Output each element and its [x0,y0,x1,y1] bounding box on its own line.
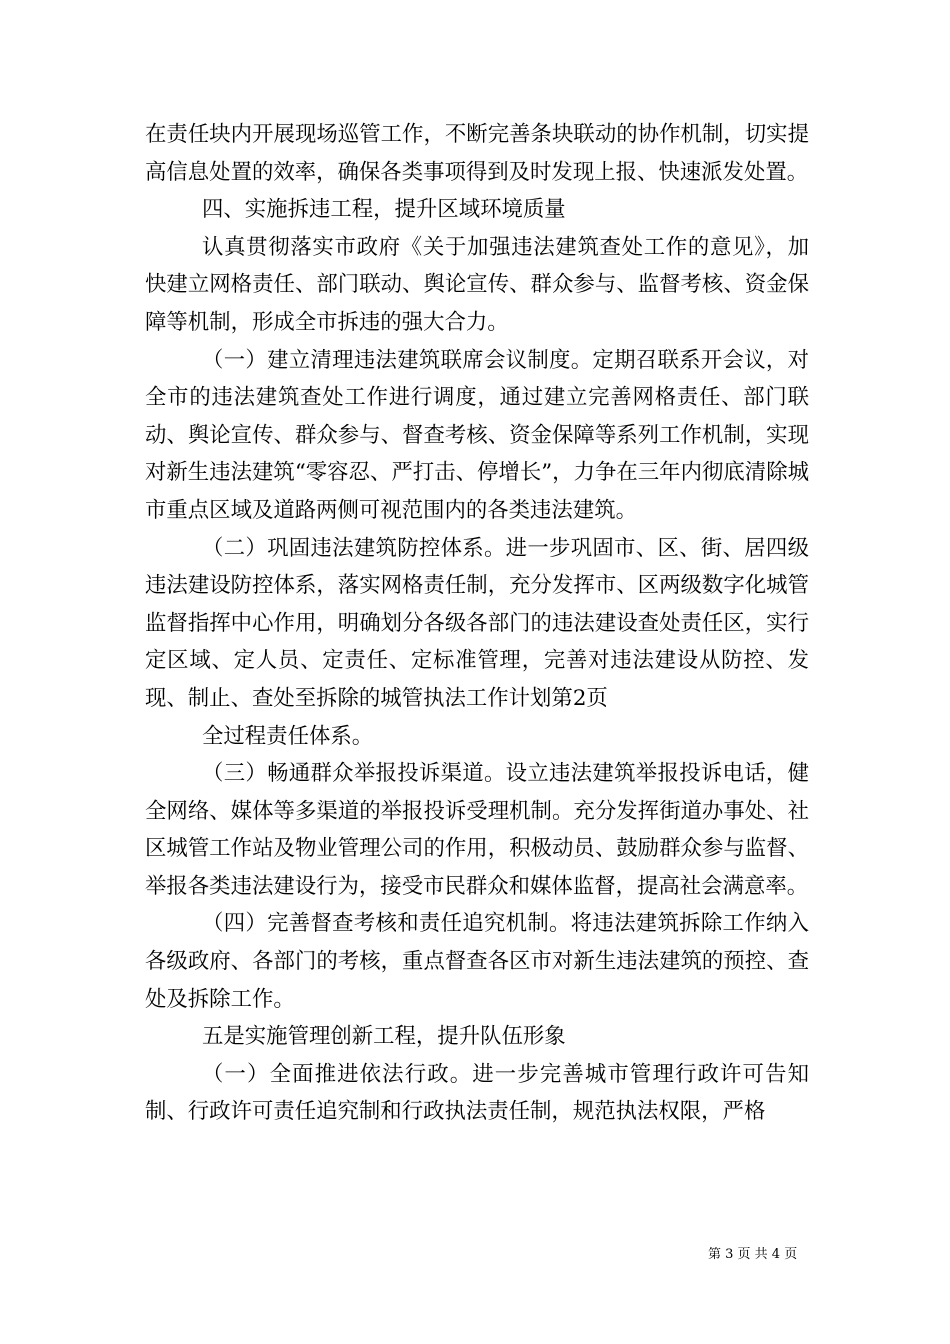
paragraph-item-1: （一）建立清理违法建筑联席会议制度。定期召联系开会议，对全市的违法建筑查处工作进行调度，通过建立完善网格责任、部门联动、舆论宣传、群众参与、督查考核、资金保障等系列工作机制，实现对新生违法建筑“零容忍、严打击、停增长”，力争在三年内彻底清除城市重点区域及道路两侧可视范围内的各类违法建筑。 [145,347,809,523]
page-number-footer: 第 3 页 共 4 页 [708,1247,798,1262]
section-heading-4: 四、实施拆违工程，提升区域环境质量 [202,197,566,223]
paragraph-continuation: 在责任块内开展现场巡管工作，不断完善条块联动的协作机制，切实提高信息处置的效率，确保各类事项得到及时发现上报、快速派发处置。 [145,122,809,185]
paragraph-item-2: （二）巩固违法建筑防控体系。进一步巩固市、区、街、居四级违法建设防控体系，落实网格责任制，充分发挥市、区两级数字化城管监督指挥中心作用，明确划分各级各部门的违法建设查处责任区，实行定区域、定人员、定责任、定标准管理，完善对违法建设从防控、发现、制止、查处至拆除的城管执法工作计划第2页 [145,535,809,711]
paragraph-intro-4: 认真贯彻落实市政府《关于加强违法建筑查处工作的意见》，加快建立网格责任、部门联动、舆论宣传、群众参与、监督考核、资金保障等机制，形成全市拆违的强大合力。 [145,234,809,335]
section-heading-5: 五是实施管理创新工程，提升队伍形象 [202,1024,566,1050]
paragraph-item-5-1: （一）全面推进依法行政。进一步完善城市管理行政许可告知制、行政许可责任追究制和行政执法责任制，规范执法权限，严格 [145,1061,809,1125]
paragraph-item-2-continuation: 全过程责任体系。 [202,723,374,749]
document-body [145,116,809,1131]
paragraph-item-3: （三）畅通群众举报投诉渠道。设立违法建筑举报投诉电话，健全网络、媒体等多渠道的举报投诉受理机制。充分发挥街道办事处、社区城管工作站及物业管理公司的作用，积极动员、鼓励群众参与监督、举报各类违法建设行为，接受市民群众和媒体监督，提高社会满意率。 [145,761,809,899]
paragraph-item-4: （四）完善督查考核和责任追究机制。将违法建筑拆除工作纳入各级政府、各部门的考核，重点督查各区市对新生违法建筑的预控、查处及拆除工作。 [145,911,809,1012]
